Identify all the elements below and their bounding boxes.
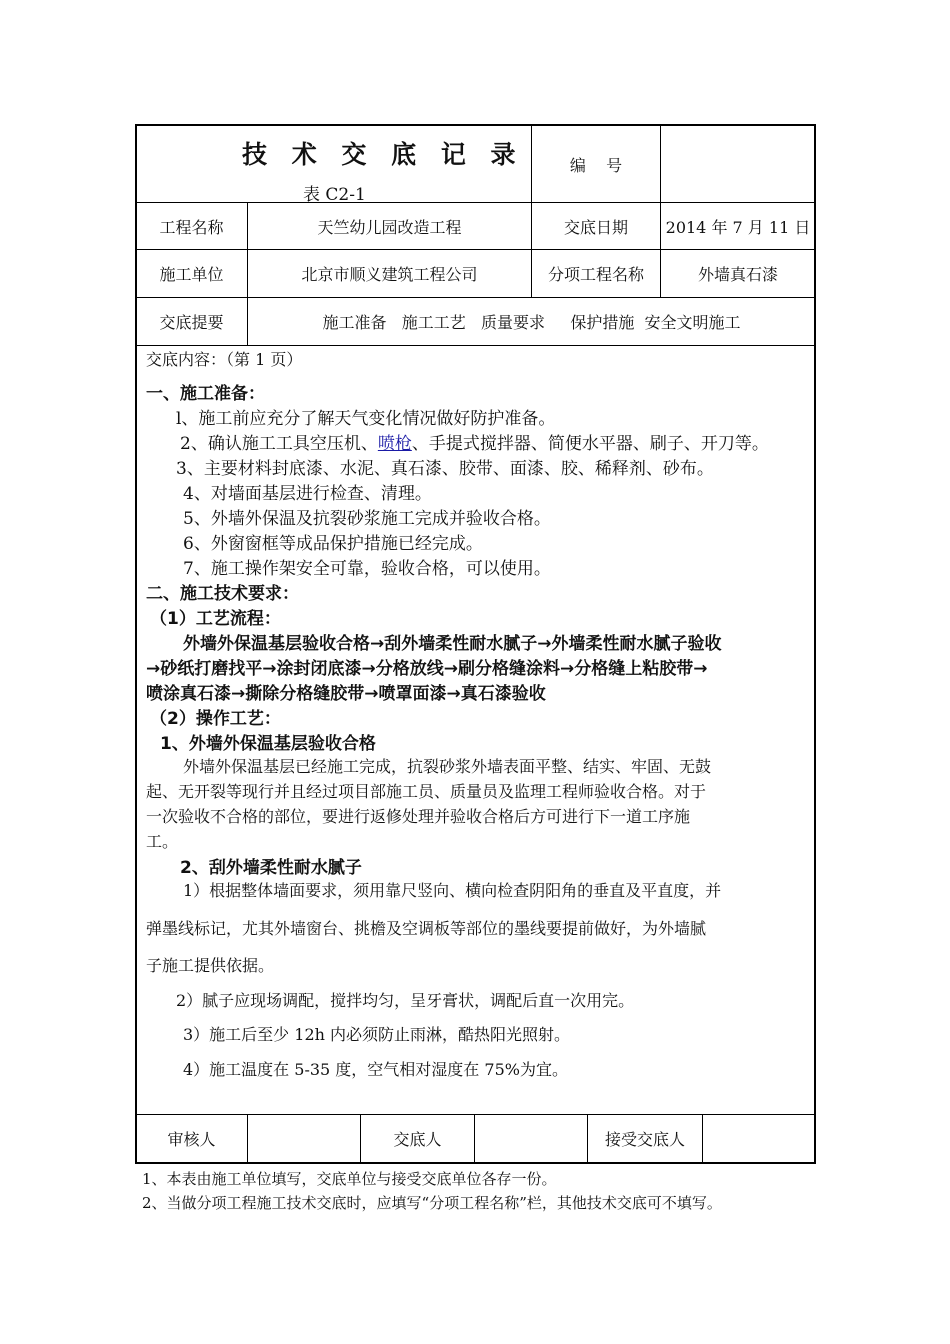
form-title: 技 术 交 底 记 录 <box>242 140 524 169</box>
step-1-line-4: 工。 <box>146 832 179 851</box>
project-name-label: 工程名称 <box>159 217 224 237</box>
sub-project-label: 分项工程名称 <box>547 265 644 284</box>
summary-value[interactable]: 施工准备 施工工艺 质量要求 保护措施 安全文明施工 <box>322 313 741 332</box>
receiver-label: 接受交底人 <box>604 1130 685 1149</box>
construction-unit-value[interactable]: 北京市顺义建筑工程公司 <box>301 265 478 284</box>
step-2-title: 2、刮外墙柔性耐水腻子 <box>180 858 362 878</box>
reviewer-label: 审核人 <box>167 1130 216 1149</box>
process-flow-line-1: 外墙外保温基层验收合格→刮外墙柔性耐水腻子→外墙柔性耐水腻子验收 <box>183 634 722 654</box>
prep-item-2-text: 2、确认施工工具空压机、 <box>180 434 378 454</box>
prep-item-1: l、施工前应充分了解天气变化情况做好防护准备。 <box>176 409 556 429</box>
section-2-title: 二、施工技术要求： <box>146 584 299 604</box>
step-2-line-3: 子施工提供依据。 <box>146 956 275 975</box>
receiver-signature[interactable] <box>703 1115 815 1162</box>
project-name-value[interactable]: 天竺幼儿园改造工程 <box>317 217 462 237</box>
disclosure-date-value[interactable]: 2014 年 7 月 11 日 <box>665 217 811 237</box>
prep-item-6: 6、外窗窗框等成品保护措施已经完成。 <box>183 534 483 554</box>
code-label: 编 号 <box>569 155 623 175</box>
form-number: 表 C2-1 <box>303 185 366 205</box>
reviewer-signature[interactable] <box>248 1115 360 1162</box>
prep-item-4: 4、对墙面基层进行检查、清理。 <box>183 484 432 504</box>
process-flow-title: （1）工艺流程： <box>150 609 281 629</box>
discloser-signature[interactable] <box>475 1115 587 1162</box>
process-flow-line-2: →砂纸打磨找平→涂封闭底漆→分格放线→刷分格缝涂料→分格缝上粘胶带→ <box>146 659 708 679</box>
process-flow-line-3: 喷涂真石漆→撕除分格缝胶带→喷罩面漆→真石漆验收 <box>146 684 546 704</box>
code-value[interactable] <box>661 126 815 202</box>
prep-item-7: 7、施工操作架安全可靠，验收合格，可以使用。 <box>183 559 551 579</box>
step-1-line-3: 一次验收不合格的部位，要进行返修处理并验收合格后方可进行下一道工序施 <box>146 807 691 826</box>
spray-gun-link[interactable]: 喷枪 <box>377 434 412 454</box>
footnote-1: 1、本表由施工单位填写，交底单位与接受交底单位各存一份。 <box>142 1170 557 1188</box>
prep-item-3: 3、主要材料封底漆、水泥、真石漆、胶带、面漆、胶、稀释剂、砂布。 <box>176 459 714 479</box>
summary-label: 交底提要 <box>159 313 224 332</box>
prep-item-5: 5、外墙外保温及抗裂砂浆施工完成并验收合格。 <box>183 509 551 529</box>
sub-project-value[interactable]: 外墙真石漆 <box>697 265 778 284</box>
discloser-label: 交底人 <box>393 1130 442 1149</box>
step-1-line-2: 起、无开裂等现行并且经过项目部施工员、质量员及监理工程师验收合格。对于 <box>146 782 707 801</box>
step-2-line-2: 弹墨线标记，尤其外墙窗台、挑檐及空调板等部位的墨线要提前做好，为外墙腻 <box>146 919 707 938</box>
construction-unit-label: 施工单位 <box>159 265 224 284</box>
step-2-line-1: 1）根据整体墙面要求，须用靠尺竖向、横向检查阴阳角的垂直及平直度，并 <box>183 881 722 900</box>
operation-title: （2）操作工艺： <box>150 709 281 729</box>
prep-item-2 <box>180 429 769 454</box>
step-2-item-3: 3）施工后至少 12h 内必须防止雨淋，酷热阳光照射。 <box>183 1025 571 1044</box>
step-1-line-1: 外墙外保温基层已经施工完成，抗裂砂浆外墙表面平整、结实、牢固、无鼓 <box>183 757 712 776</box>
content-intro: 交底内容：（第 1 页） <box>146 350 303 369</box>
section-1-title: 一、施工准备： <box>146 384 265 404</box>
row-divider <box>136 345 815 346</box>
step-2-item-2: 2）腻子应现场调配，搅拌均匀，呈牙膏状，调配后直一次用完。 <box>176 991 635 1010</box>
disclosure-date-label: 交底日期 <box>563 217 628 237</box>
footnote-2: 2、当做分项工程施工技术交底时，应填写“分项工程名称”栏，其他技术交底可不填写。 <box>142 1194 722 1212</box>
prep-item-2-tail: 、手提式搅拌器、简便水平器、刷子、开刀等。 <box>411 434 769 454</box>
step-2-item-4: 4）施工温度在 5-35 度，空气相对湿度在 75%为宜。 <box>183 1060 568 1079</box>
step-1-title: 1、外墙外保温基层验收合格 <box>160 734 376 754</box>
